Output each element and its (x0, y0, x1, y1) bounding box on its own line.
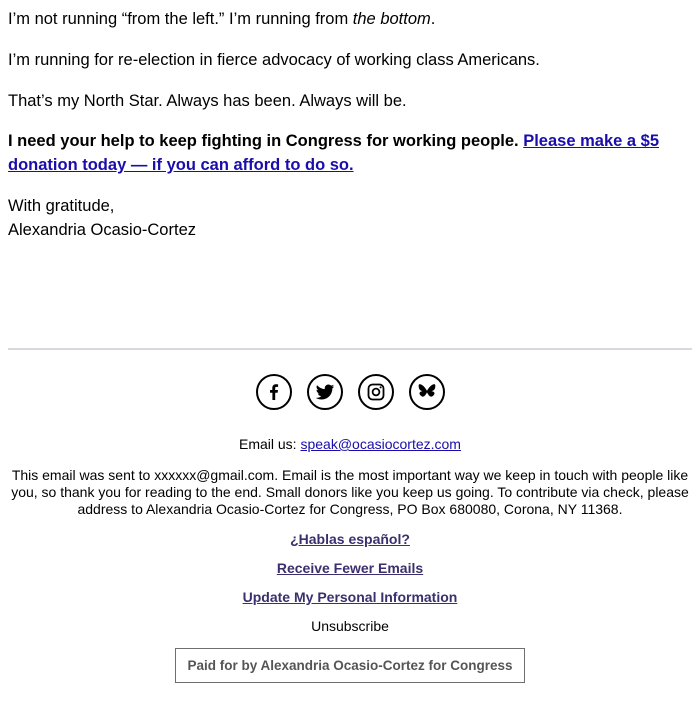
email-label: Email us: (239, 436, 301, 452)
instagram-icon[interactable] (358, 374, 394, 410)
update-info-link[interactable]: Update My Personal Information (242, 589, 458, 605)
social-links (0, 374, 700, 410)
paragraph-donation-ask (8, 129, 692, 177)
emphasis-the-bottom: the bottom (352, 10, 431, 28)
footer-notice: This email was sent to xxxxxx@gmail.com. Email is the most important way we keep in touch with people like you, so thank you for reading to the end. Small donors like you keep us going. To contribute via check, please address to Alexandria Ocasio-Cortez for Congress, PO Box 680080, Corona, NY 11368. (11, 467, 689, 517)
bluesky-icon[interactable] (409, 374, 445, 410)
paragraph-north-star: That’s my North Star. Always has been. Always will be. (8, 92, 407, 110)
signoff-block (8, 194, 692, 242)
footer-fewer-row (8, 560, 692, 577)
footer-spanish-row (8, 531, 692, 548)
signoff-text: With gratitude, (8, 197, 115, 215)
paragraph-reelection: I’m running for re-election in fierce advocacy of working class Americans. (8, 51, 540, 69)
signature-text: Alexandria Ocasio-Cortez (8, 221, 196, 239)
paragraph-bottom-text: I’m not running “from the left.” I’m running from (8, 10, 353, 28)
divider (8, 348, 692, 350)
facebook-icon[interactable] (256, 374, 292, 410)
paragraph-bottom (8, 7, 692, 31)
email-link[interactable]: speak@ocasiocortez.com (300, 436, 461, 452)
fewer-emails-link[interactable]: Receive Fewer Emails (276, 560, 424, 576)
unsubscribe-link[interactable]: Unsubscribe (311, 618, 389, 634)
donation-ask-text: I need your help to keep fighting in Congress for working people. (8, 132, 519, 150)
paid-for-disclaimer: Paid for by Alexandria Ocasio-Cortez for Congress (175, 648, 525, 683)
paragraph-bottom-period: . (430, 10, 436, 28)
footer-update-row (8, 589, 692, 606)
spanish-link[interactable]: ¿Hablas español? (290, 531, 410, 547)
twitter-icon[interactable] (307, 374, 343, 410)
footer-email (8, 436, 692, 453)
donate-link[interactable]: Please make a $5 donation today — if you can afford to do so. (8, 132, 659, 174)
